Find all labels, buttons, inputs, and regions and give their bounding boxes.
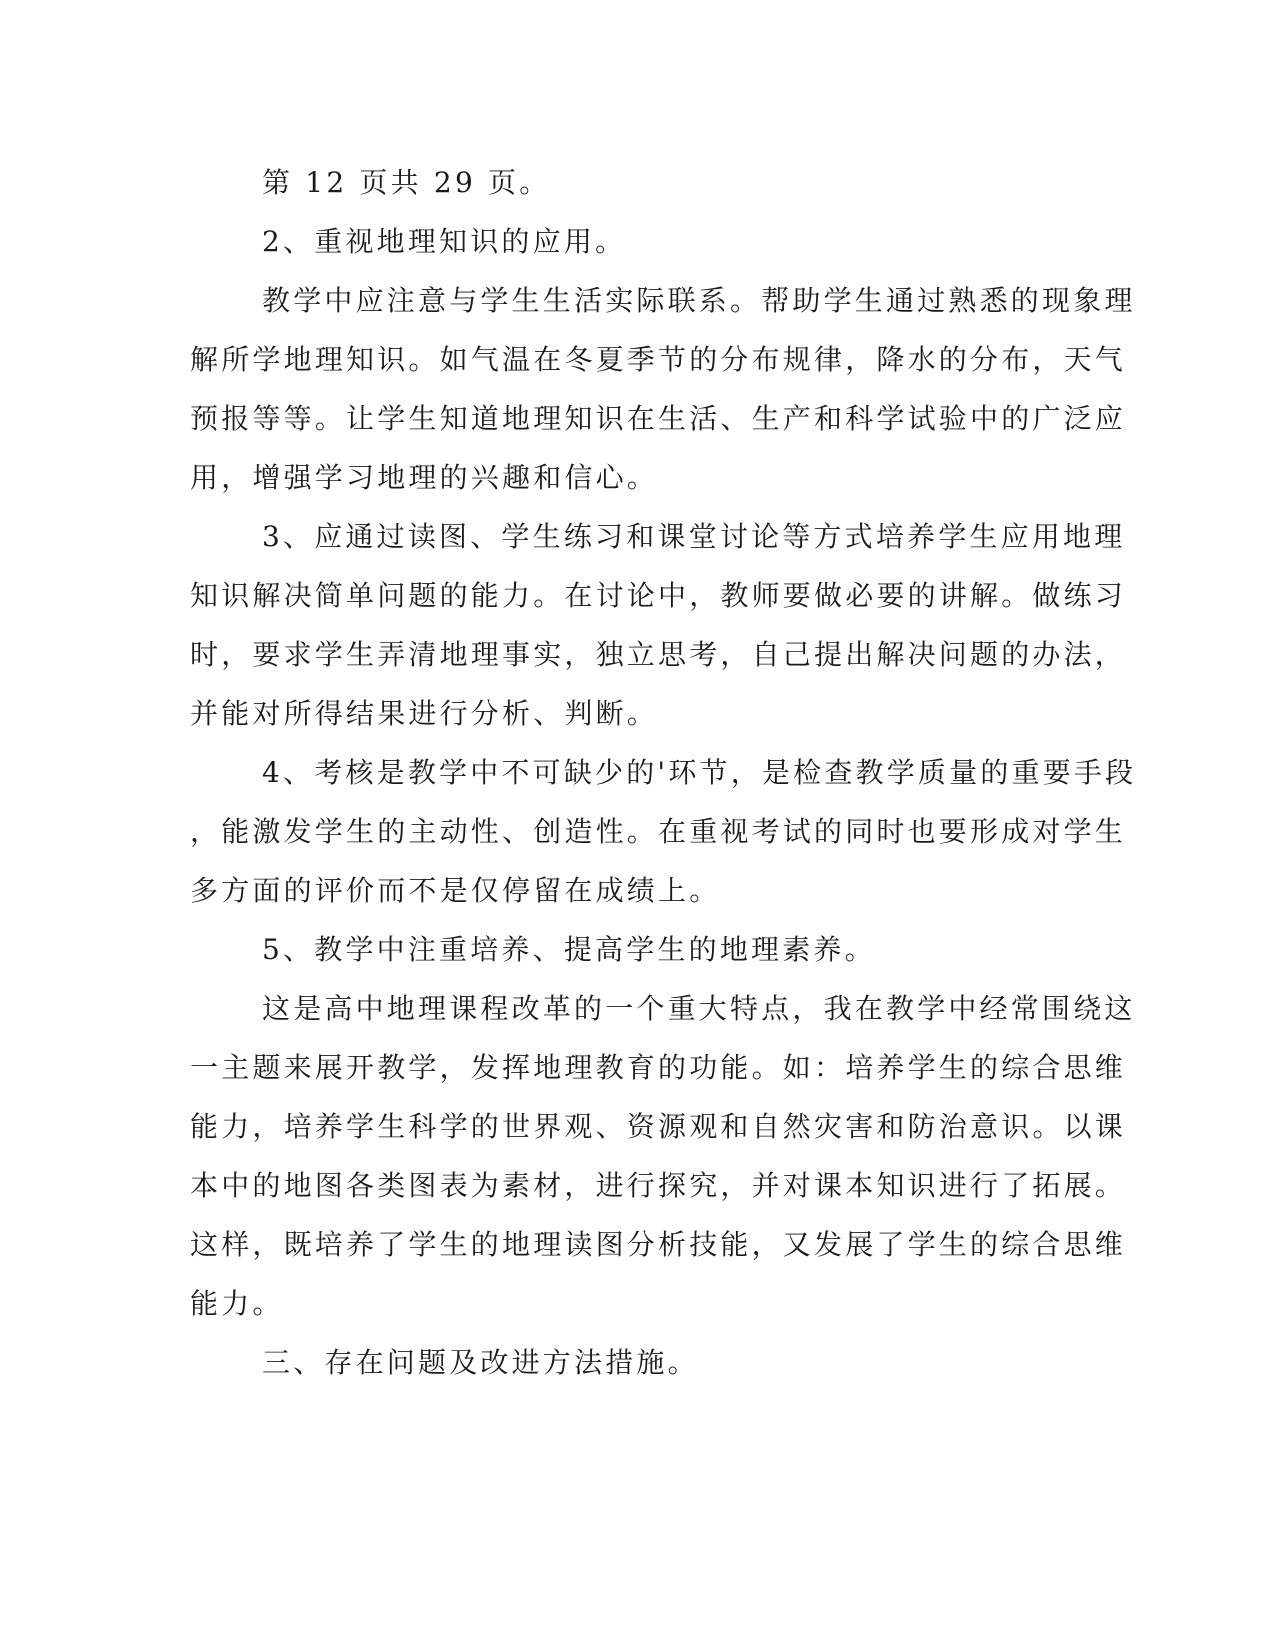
paragraph-line: 一主题来展开教学，发挥地理教育的功能。如：培养学生的综合思维 (190, 1051, 1127, 1084)
item-heading-5: 5、教学中注重培养、提高学生的地理素养。 (262, 933, 876, 966)
paragraph-line: 能力，培养学生科学的世界观、资源观和自然灾害和防治意识。以课 (190, 1110, 1127, 1143)
paragraph-line: 多方面的评价而不是仅停留在成绩上。 (190, 874, 721, 907)
item-paragraph-4: 4、考核是教学中不可缺少的'环节，是检查教学质量的重要手段 (262, 756, 1137, 789)
item-paragraph-3: 3、应通过读图、学生练习和课堂讨论等方式培养学生应用地理 (262, 520, 1126, 553)
section-heading-3: 三、存在问题及改进方法措施。 (262, 1346, 699, 1379)
paragraph-line: 用，增强学习地理的兴趣和信心。 (190, 461, 659, 494)
page-info: 第 12 页共 29 页。 (262, 166, 551, 199)
item-heading-2: 2、重视地理知识的应用。 (262, 225, 627, 258)
paragraph-line: 知识解决简单问题的能力。在讨论中，教师要做必要的讲解。做练习 (190, 579, 1127, 612)
paragraph-line: ，能激发学生的主动性、创造性。在重视考试的同时也要形成对学生 (190, 815, 1127, 848)
paragraph-line: 解所学地理知识。如气温在冬夏季节的分布规律，降水的分布，天气 (190, 343, 1127, 376)
paragraph-line: 这是高中地理课程改革的一个重大特点，我在教学中经常围绕这 (262, 992, 1136, 1025)
paragraph-line: 并能对所得结果进行分析、判断。 (190, 697, 659, 730)
paragraph-line: 能力。 (190, 1287, 284, 1320)
paragraph-line: 预报等等。让学生知道地理知识在生活、生产和科学试验中的广泛应 (190, 402, 1127, 435)
paragraph-line: 这样，既培养了学生的地理读图分析技能，又发展了学生的综合思维 (190, 1228, 1127, 1261)
paragraph-line: 教学中应注意与学生生活实际联系。帮助学生通过熟悉的现象理 (262, 284, 1136, 317)
paragraph-line: 时，要求学生弄清地理事实，独立思考，自己提出解决问题的办法， (190, 638, 1127, 671)
paragraph-line: 本中的地图各类图表为素材，进行探究，并对课本知识进行了拓展。 (190, 1169, 1127, 1202)
